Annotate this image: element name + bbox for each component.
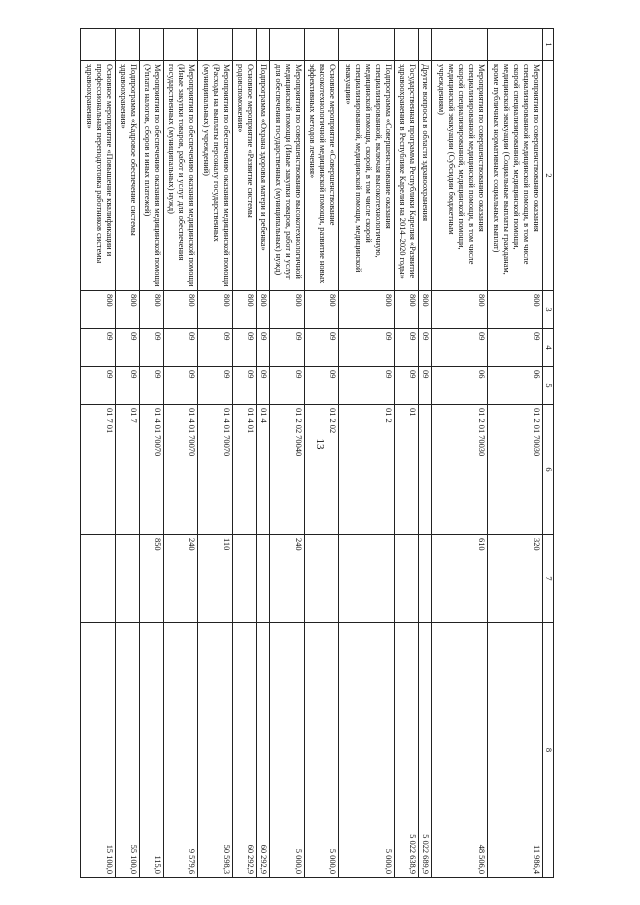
row-number-cell bbox=[232, 29, 256, 61]
code-cell: 06 bbox=[432, 367, 487, 405]
amount-cell: 5 000,0 bbox=[270, 623, 304, 878]
code-cell: 09 bbox=[232, 367, 256, 405]
code-cell: 800 bbox=[487, 291, 542, 329]
item-name-cell: Мероприятия по обеспечению оказания медицинской помощи (Иные закупки товаров, работ и услуг для обеспечения государственных (муниципальных) нужд) bbox=[163, 61, 197, 291]
code-cell: 09 bbox=[339, 367, 394, 405]
item-name-cell: Основное мероприятие «Повышение квалификации и профессиональная переподготовка работников системы здравоохранения» bbox=[81, 61, 116, 291]
row-number-cell bbox=[115, 29, 139, 61]
code-cell: 01 2 01 70030 bbox=[487, 405, 542, 535]
code-cell bbox=[256, 535, 270, 623]
item-name-cell: Мероприятия по обеспечению оказания медицинской помощи (Уплата налогов, сборов и иных платежей) bbox=[139, 61, 163, 291]
code-cell: 610 bbox=[432, 535, 487, 623]
row-number-cell bbox=[394, 29, 418, 61]
code-cell: 09 bbox=[394, 329, 418, 367]
code-cell: 09 bbox=[115, 367, 139, 405]
code-cell: 09 bbox=[304, 329, 338, 367]
code-cell: 800 bbox=[163, 291, 197, 329]
code-cell: 09 bbox=[163, 329, 197, 367]
amount-cell: 60 292,9 bbox=[232, 623, 256, 878]
code-cell: 01 4 01 70070 bbox=[198, 405, 232, 535]
code-cell: 09 bbox=[394, 367, 418, 405]
code-cell: 240 bbox=[270, 535, 304, 623]
item-name-cell: Мероприятия по совершенствованию оказания специализированной медицинской помощи, в том числе скорой специализированной, медицинской помощи, медицинской эвакуации (Социальные выплаты гражданам, кроме публичных нормативных социальных выплат) bbox=[487, 61, 542, 291]
item-name-cell: Другие вопросы в области здравоохранения bbox=[418, 61, 432, 291]
table-row bbox=[232, 29, 256, 878]
column-header: 5 bbox=[543, 367, 554, 405]
code-cell: 09 bbox=[139, 367, 163, 405]
table-row bbox=[198, 29, 232, 878]
code-cell: 01 4 01 70070 bbox=[139, 405, 163, 535]
row-number-cell bbox=[256, 29, 270, 61]
table-row bbox=[81, 29, 116, 878]
code-cell: 800 bbox=[232, 291, 256, 329]
table-row bbox=[394, 29, 418, 878]
code-cell: 09 bbox=[81, 329, 116, 367]
amount-cell: 60 292,9 bbox=[256, 623, 270, 878]
row-number-cell bbox=[432, 29, 487, 61]
budget-table bbox=[80, 28, 554, 878]
item-name-cell: Мероприятия по совершенствованию высокотехнологичной медицинской помощи (Иные закупки товаров, работ и услуг для обеспечения государственных (муниципальных) нужд) bbox=[270, 61, 304, 291]
code-cell bbox=[394, 535, 418, 623]
code-cell: 01 bbox=[394, 405, 418, 535]
code-cell: 01 2 01 70030 bbox=[432, 405, 487, 535]
row-number-cell bbox=[139, 29, 163, 61]
row-number-cell bbox=[339, 29, 394, 61]
table-row bbox=[339, 29, 394, 878]
code-cell: 09 bbox=[115, 329, 139, 367]
code-cell: 800 bbox=[304, 291, 338, 329]
code-cell: 09 bbox=[198, 329, 232, 367]
table-row bbox=[270, 29, 304, 878]
item-name-cell: Государственная программа Республики Карелия «Развитие здравоохранения в Республике Карелия на 2014–2020 годы» bbox=[394, 61, 418, 291]
code-cell: 01 2 02 bbox=[304, 405, 338, 535]
code-cell: 800 bbox=[394, 291, 418, 329]
code-cell: 09 bbox=[232, 329, 256, 367]
code-cell: 800 bbox=[432, 291, 487, 329]
column-header: 8 bbox=[543, 623, 554, 878]
code-cell bbox=[81, 535, 116, 623]
amount-cell: 5 000,0 bbox=[339, 623, 394, 878]
code-cell: 800 bbox=[139, 291, 163, 329]
row-number-cell bbox=[304, 29, 338, 61]
amount-cell: 15 100,0 bbox=[81, 623, 116, 878]
code-cell: 09 bbox=[163, 367, 197, 405]
code-cell: 09 bbox=[304, 367, 338, 405]
table-row bbox=[304, 29, 338, 878]
column-header: 3 bbox=[543, 291, 554, 329]
column-header: 2 bbox=[543, 61, 554, 291]
row-number-cell bbox=[163, 29, 197, 61]
code-cell: 09 bbox=[270, 367, 304, 405]
amount-cell: 11 986,4 bbox=[487, 623, 542, 878]
code-cell: 09 bbox=[418, 367, 432, 405]
code-cell: 09 bbox=[139, 329, 163, 367]
code-cell: 320 bbox=[487, 535, 542, 623]
code-cell: 09 bbox=[198, 367, 232, 405]
code-cell: 850 bbox=[139, 535, 163, 623]
table-row bbox=[487, 29, 542, 878]
code-cell: 800 bbox=[115, 291, 139, 329]
code-cell: 01 7 bbox=[115, 405, 139, 535]
item-name-cell: Подпрограмма «Совершенствование оказания специализированной, включая высокотехнологичную, медицинской помощи, скорой, в том числе скорой специализированной, медицинской помощи, медицинской эвакуации» bbox=[339, 61, 394, 291]
row-number-cell bbox=[418, 29, 432, 61]
code-cell: 01 4 01 70070 bbox=[163, 405, 197, 535]
code-cell bbox=[418, 405, 432, 535]
code-cell: 01 4 bbox=[256, 405, 270, 535]
amount-cell: 50 598,3 bbox=[198, 623, 232, 878]
amount-cell: 48 506,0 bbox=[432, 623, 487, 878]
code-cell: 09 bbox=[81, 367, 116, 405]
row-number-cell bbox=[487, 29, 542, 61]
code-cell: 09 bbox=[418, 329, 432, 367]
item-name-cell: Основное мероприятие «Развитие системы родовспоможения» bbox=[232, 61, 256, 291]
table-header-row bbox=[543, 29, 554, 878]
code-cell bbox=[232, 535, 256, 623]
code-cell: 800 bbox=[81, 291, 116, 329]
code-cell: 800 bbox=[418, 291, 432, 329]
row-number-cell bbox=[198, 29, 232, 61]
code-cell bbox=[339, 535, 394, 623]
code-cell: 240 bbox=[163, 535, 197, 623]
amount-cell: 55 100,0 bbox=[115, 623, 139, 878]
amount-cell: 5 000,0 bbox=[304, 623, 338, 878]
item-name-cell: Мероприятия по обеспечению оказания медицинской помощи (Расходы на выплаты персоналу государственных (муниципальных) учреждений) bbox=[198, 61, 232, 291]
table-row bbox=[163, 29, 197, 878]
code-cell: 06 bbox=[487, 367, 542, 405]
code-cell: 110 bbox=[198, 535, 232, 623]
code-cell: 09 bbox=[270, 329, 304, 367]
table-body bbox=[81, 29, 554, 878]
table-row bbox=[139, 29, 163, 878]
row-number-cell bbox=[81, 29, 116, 61]
amount-cell: 115,0 bbox=[139, 623, 163, 878]
code-cell: 01 2 02 70040 bbox=[270, 405, 304, 535]
column-header: 4 bbox=[543, 329, 554, 367]
code-cell bbox=[115, 535, 139, 623]
code-cell: 800 bbox=[339, 291, 394, 329]
table-row bbox=[432, 29, 487, 878]
column-header: 1 bbox=[543, 29, 554, 61]
amount-cell: 9 579,6 bbox=[163, 623, 197, 878]
amount-cell: 5 022 689,9 bbox=[418, 623, 432, 878]
code-cell: 800 bbox=[256, 291, 270, 329]
page-number: 13 bbox=[314, 438, 326, 450]
code-cell: 01 4 01 bbox=[232, 405, 256, 535]
column-header: 7 bbox=[543, 535, 554, 623]
item-name-cell: Подпрограмма «Охрана здоровья матери и ребенка» bbox=[256, 61, 270, 291]
code-cell bbox=[304, 535, 338, 623]
code-cell: 09 bbox=[432, 329, 487, 367]
code-cell: 09 bbox=[256, 367, 270, 405]
table-row bbox=[418, 29, 432, 878]
table-row bbox=[115, 29, 139, 878]
code-cell: 01 7 01 bbox=[81, 405, 116, 535]
code-cell: 09 bbox=[339, 329, 394, 367]
code-cell: 01 2 bbox=[339, 405, 394, 535]
column-header: 6 bbox=[543, 405, 554, 535]
code-cell: 09 bbox=[256, 329, 270, 367]
item-name-cell: Мероприятия по совершенствованию оказания специализированной медицинской помощи, в том числе скорой специализированной, медицинской помощи, медицинской эвакуации (Субсидии бюджетным учреждениям) bbox=[432, 61, 487, 291]
item-name-cell: Подпрограмма «Кадровое обеспечение системы здравоохранения» bbox=[115, 61, 139, 291]
table-row bbox=[256, 29, 270, 878]
code-cell bbox=[418, 535, 432, 623]
code-cell: 09 bbox=[487, 329, 542, 367]
row-number-cell bbox=[270, 29, 304, 61]
amount-cell: 5 022 638,9 bbox=[394, 623, 418, 878]
code-cell: 800 bbox=[270, 291, 304, 329]
item-name-cell: Основное мероприятие «Совершенствование высокотехнологичной медицинской помощи, развитие новых эффективных методов лечения» bbox=[304, 61, 338, 291]
code-cell: 800 bbox=[198, 291, 232, 329]
